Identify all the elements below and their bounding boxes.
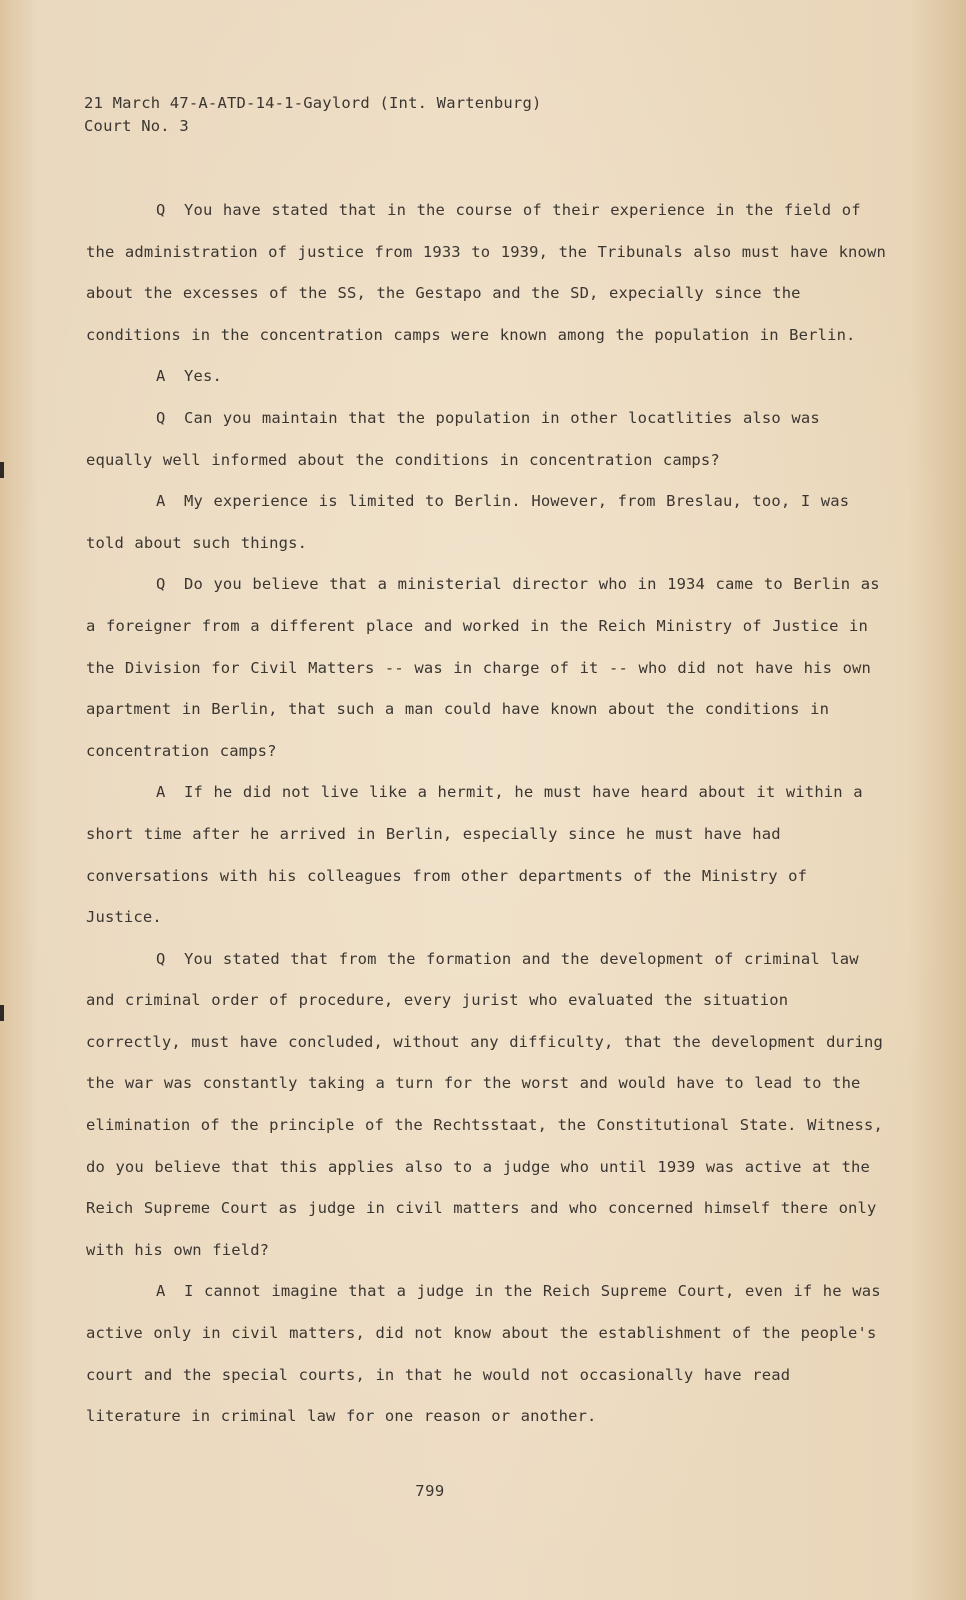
paragraph-text: If he did not live like a hermit, he must have heard about it within a short time after he arrived in Berlin, especially since he must have had conversations with his colleagues from other departments of the Ministry of Justice.: [86, 783, 863, 927]
speaker-label: A: [156, 492, 166, 511]
speaker-label: Q: [156, 949, 166, 968]
answer-paragraph: [86, 481, 886, 564]
paragraph-text: I cannot imagine that a judge in the Reich Supreme Court, even if he was active only in civil matters, did not know about the establishment of the people's court and the special courts, in that he would not occasionally have read literature in criminal law for one reason or another.: [86, 1282, 881, 1426]
question-paragraph: [86, 398, 886, 481]
paragraph-text: Yes.: [184, 367, 222, 386]
question-paragraph: [86, 190, 886, 356]
speaker-label: Q: [156, 408, 166, 427]
speaker-label: Q: [156, 201, 166, 219]
speaker-label: Q: [156, 575, 166, 594]
document-header: [84, 92, 542, 138]
paragraph-text: You have stated that in the course of their experience in the field of the administration of justice from 1933 to 1939, the Tribunals also must have known about the excesses of the SS, the Gestapo and the SD, expecially since the conditions in the concentration camps were known among the population in Berlin.: [86, 201, 886, 344]
question-paragraph: [86, 564, 886, 772]
speaker-label: A: [156, 367, 166, 386]
paragraph-text: My experience is limited to Berlin. However, from Breslau, too, I was told about such things.: [86, 492, 850, 552]
court-number: Court No. 3: [84, 117, 189, 135]
speaker-label: A: [156, 1282, 166, 1301]
paragraph-text: Do you believe that a ministerial director who in 1934 came to Berlin as a foreigner from a different place and worked in the Reich Ministry of Justice in the Division for Civil Matters -- was in charge of it -- who did not have his own apartment in Berlin, that such a man could have known about the conditions in concentration camps?: [86, 575, 880, 760]
paragraph-text: You stated that from the formation and the development of criminal law and criminal order of procedure, every jurist who evaluated the situation correctly, must have concluded, without any difficulty, that the development during the war was constantly taking a turn for the worst and would have to lead to the elimination of the principle of the Rechtsstaat, the Constitutional State. Witness, do you believe that this applies also to a judge who until 1939 was active at the Reich Supreme Court as judge in civil matters and who concerned himself there only with his own field?: [86, 949, 883, 1259]
answer-paragraph: [86, 356, 886, 398]
paragraph-text: Can you maintain that the population in other locatlities also was equally well informed about the conditions in concentration camps?: [86, 408, 820, 469]
margin-punch-mark: [0, 462, 4, 478]
speaker-label: A: [156, 783, 166, 802]
margin-punch-mark: [0, 1005, 4, 1021]
case-reference: 21 March 47-A-ATD-14-1-Gaylord (Int. Wartenburg): [84, 94, 542, 112]
transcript-body: [86, 190, 886, 1438]
answer-paragraph: [86, 772, 886, 938]
answer-paragraph: [86, 1271, 886, 1437]
page-number: 799: [415, 1482, 445, 1500]
question-paragraph: [86, 939, 886, 1272]
